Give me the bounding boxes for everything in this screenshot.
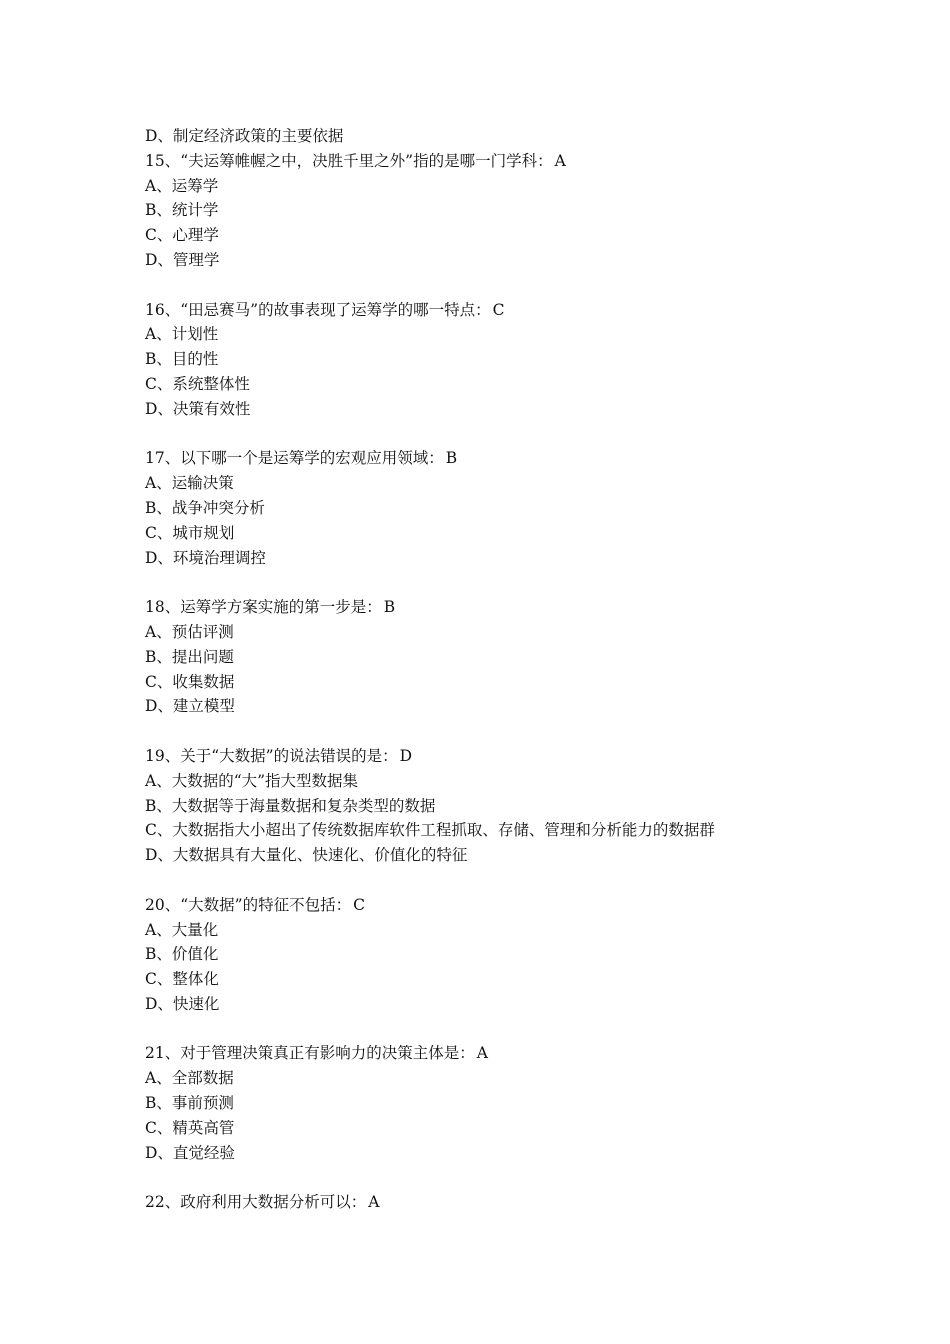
question-text: 15、“夫运筹帷幄之中，决胜千里之外”指的是哪一门学科： [145, 151, 553, 170]
question-block [145, 149, 905, 273]
question-text: 22、政府利用大数据分析可以： [145, 1193, 367, 1212]
answer-text: C [492, 300, 505, 319]
blank-line [145, 868, 905, 893]
option-line: C、系统整体性 [145, 374, 250, 393]
answer-text: A [554, 151, 566, 170]
option-line: D、环境治理调控 [145, 548, 266, 567]
question-block [145, 595, 905, 719]
option-line: A、运输决策 [145, 474, 234, 493]
option-line: B、事前预测 [145, 1094, 234, 1113]
answer-text: A [368, 1193, 380, 1212]
question-line [145, 149, 905, 174]
option-line: A、大数据的“大”指大型数据集 [145, 771, 359, 790]
option-line: D、大数据具有大量化、快速化、价值化的特征 [145, 846, 468, 865]
question-text: 16、“田忌赛马”的故事表现了运筹学的哪一特点： [145, 300, 491, 319]
answer-text: B [445, 449, 458, 468]
question-text: 18、运筹学方案实施的第一步是： [145, 598, 382, 617]
question-line [145, 1041, 905, 1066]
question-line [145, 744, 905, 769]
option-line: C、城市规划 [145, 523, 235, 542]
option-line: A、运筹学 [145, 176, 219, 195]
option-line: B、统计学 [145, 201, 219, 220]
option-line: C、心理学 [145, 226, 219, 245]
blank-line [145, 422, 905, 447]
question-block [145, 893, 905, 1017]
question-block [145, 1041, 905, 1165]
option-line: D、建立模型 [145, 697, 235, 716]
question-line [145, 893, 905, 918]
option-line: C、大数据指大小超出了传统数据库软件工程抓取、存储、管理和分析能力的数据群 [145, 821, 715, 840]
question-line [145, 595, 905, 620]
blank-line [145, 1017, 905, 1042]
question-line [145, 1190, 905, 1215]
blank-line [145, 719, 905, 744]
option-line: B、战争冲突分析 [145, 498, 265, 517]
question-block [145, 298, 905, 422]
option-line: A、全部数据 [145, 1069, 234, 1088]
answer-text: B [383, 598, 396, 617]
question-text: 19、关于“大数据”的说法错误的是： [145, 746, 398, 765]
option-line: B、价值化 [145, 945, 219, 964]
option-line: D、直觉经验 [145, 1143, 235, 1162]
answer-text: D [399, 746, 413, 765]
option-line: B、大数据等于海量数据和复杂类型的数据 [145, 796, 436, 815]
option-line: B、提出问题 [145, 647, 234, 666]
question-line [145, 298, 905, 323]
question-line [145, 446, 905, 471]
option-line: C、精英高管 [145, 1118, 235, 1137]
document-page [145, 124, 905, 1215]
answer-text: A [476, 1044, 488, 1063]
option-line: A、预估评测 [145, 622, 234, 641]
option-line: A、计划性 [145, 325, 219, 344]
option-line: A、大量化 [145, 920, 219, 939]
answer-text: C [353, 895, 365, 914]
option-line: D、制定经济政策的主要依据 [145, 127, 344, 145]
question-text: 20、“大数据”的特征不包括： [145, 895, 352, 914]
blank-line [145, 1165, 905, 1190]
option-line: C、整体化 [145, 970, 219, 989]
blank-line [145, 570, 905, 595]
question-block [145, 1190, 905, 1215]
blank-line [145, 273, 905, 298]
option-line: C、收集数据 [145, 672, 235, 691]
question-block [145, 744, 905, 868]
option-line: D、管理学 [145, 250, 220, 269]
question-text: 21、对于管理决策真正有影响力的决策主体是： [145, 1044, 475, 1063]
option-line: B、目的性 [145, 350, 219, 369]
question-text: 17、以下哪一个是运筹学的宏观应用领域： [145, 449, 444, 468]
option-line: D、决策有效性 [145, 399, 251, 418]
option-line: D、快速化 [145, 994, 220, 1013]
question-block [145, 446, 905, 570]
